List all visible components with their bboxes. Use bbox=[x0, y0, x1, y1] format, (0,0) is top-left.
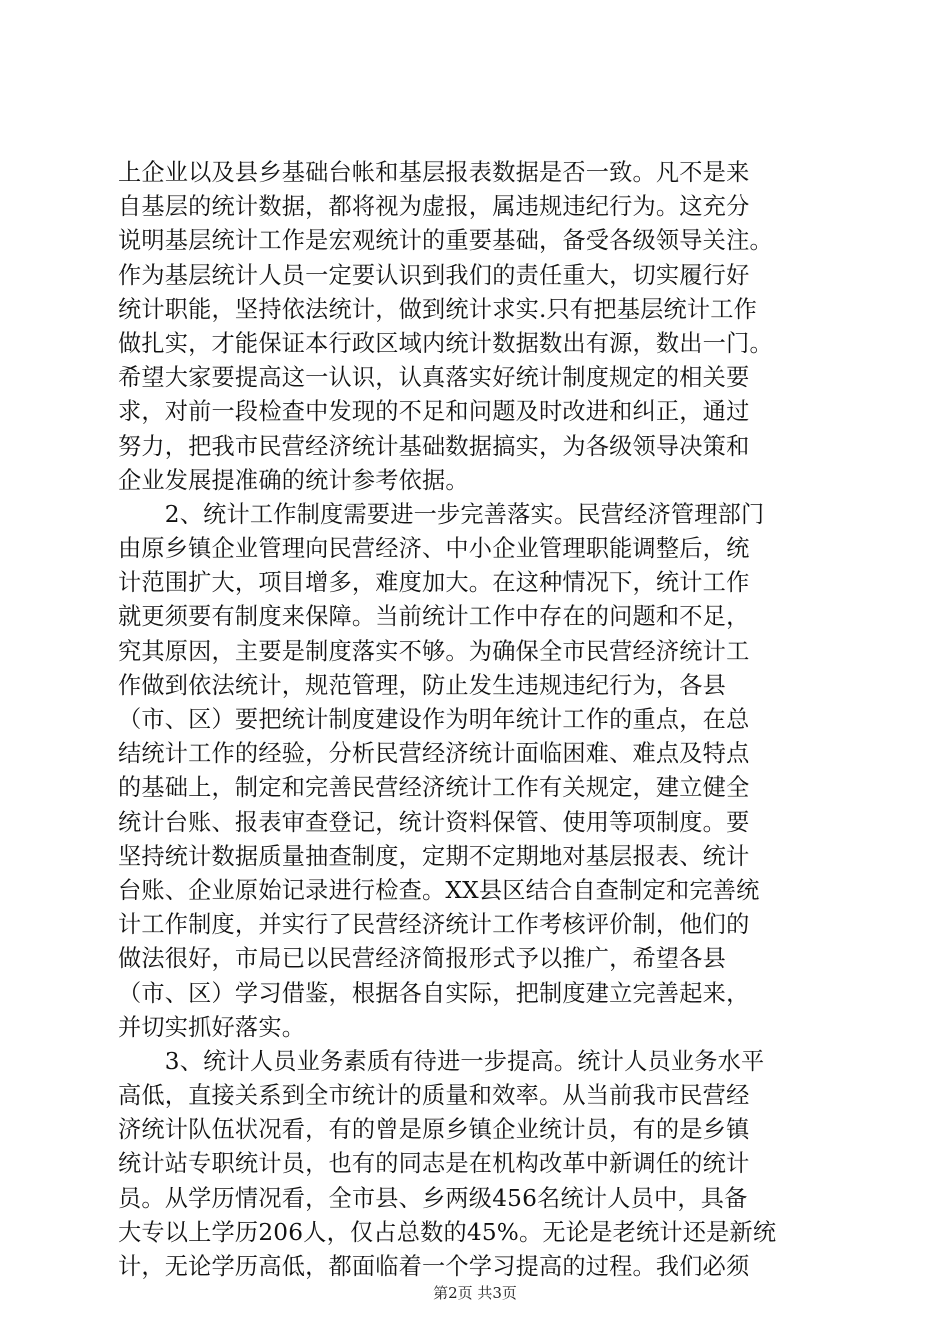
text-line: 努力，把我市民营经济统计基础数据搞实，为各级领导决策和 bbox=[118, 432, 750, 460]
text-line: 统计台账、报表审查登记，统计资料保管、使用等项制度。要 bbox=[118, 808, 750, 836]
text-line: 做扎实，才能保证本行政区域内统计数据数出有源，数出一门。 bbox=[118, 329, 773, 357]
text-line: 计范围扩大，项目增多，难度加大。在这种情况下，统计工作 bbox=[118, 569, 750, 597]
text-line: 自基层的统计数据，都将视为虚报，属违规违纪行为。这充分 bbox=[118, 193, 750, 221]
text-line: 统计职能，坚持依法统计，做到统计求实.只有把基层统计工作 bbox=[118, 295, 758, 323]
text-line: 说明基层统计工作是宏观统计的重要基础，备受各级领导关注。 bbox=[118, 227, 773, 255]
document-body bbox=[118, 156, 834, 1284]
text-line: 大专以上学历206人，仅占总数的45%。无论是老统计还是新统 bbox=[118, 1218, 777, 1246]
text-line: 结统计工作的经验，分析民营经济统计面临困难、难点及特点 bbox=[118, 740, 750, 768]
text-line: 究其原因，主要是制度落实不够。为确保全市民营经济统计工 bbox=[118, 637, 750, 665]
text-line: 由原乡镇企业管理向民营经济、中小企业管理职能调整后，统 bbox=[118, 535, 750, 563]
text-line: 济统计队伍状况看，有的曾是原乡镇企业统计员，有的是乡镇 bbox=[118, 1116, 750, 1144]
text-line: 就更须要有制度来保障。当前统计工作中存在的问题和不足， bbox=[118, 603, 750, 631]
text-line: 作做到依法统计，规范管理，防止发生违规违纪行为，各县 bbox=[118, 671, 727, 699]
page-footer bbox=[0, 1283, 950, 1303]
text-line: 希望大家要提高这一认识，认真落实好统计制度规定的相关要 bbox=[118, 364, 750, 392]
text-line: 并切实抓好落实。 bbox=[118, 1013, 306, 1041]
paragraph-start-line: 2、统计工作制度需要进一步完善落实。民营经济管理部门 bbox=[118, 500, 765, 528]
text-line: 员。从学历情况看，全市县、乡两级456名统计人员中，具备 bbox=[118, 1184, 748, 1212]
text-line: 计工作制度，并实行了民营经济统计工作考核评价制，他们的 bbox=[118, 911, 750, 939]
text-line: 计，无论学历高低，都面临着一个学习提高的过程。我们必须 bbox=[118, 1253, 750, 1280]
text-line: 作为基层统计人员一定要认识到我们的责任重大，切实履行好 bbox=[118, 261, 750, 289]
page-number-label: 第2页 共3页 bbox=[433, 1284, 517, 1302]
text-line: （市、区）要把统计制度建设作为明年统计工作的重点，在总 bbox=[118, 706, 750, 733]
text-line: 求，对前一段检查中发现的不足和问题及时改进和纠正，通过 bbox=[118, 398, 750, 426]
text-line: （市、区）学习借鉴，根据各自实际，把制度建立完善起来， bbox=[118, 979, 750, 1007]
text-line: 台账、企业原始记录进行检查。XX县区结合自查制定和完善统 bbox=[118, 876, 760, 904]
text-line: 统计站专职统计员，也有的同志是在机构改革中新调任的统计 bbox=[118, 1150, 750, 1178]
text-line: 做法很好，市局已以民营经济简报形式予以推广，希望各县 bbox=[118, 945, 727, 973]
text-line: 的基础上，制定和完善民营经济统计工作有关规定，建立健全 bbox=[118, 774, 750, 802]
text-line: 上企业以及县乡基础台帐和基层报表数据是否一致。凡不是来 bbox=[118, 159, 750, 186]
text-line: 坚持统计数据质量抽查制度，定期不定期地对基层报表、统计 bbox=[118, 842, 750, 870]
text-line: 企业发展提准确的统计参考依据。 bbox=[118, 466, 469, 494]
text-line: 高低，直接关系到全市统计的质量和效率。从当前我市民营经 bbox=[118, 1082, 750, 1110]
paragraph-start-line: 3、统计人员业务素质有待进一步提高。统计人员业务水平 bbox=[118, 1047, 765, 1075]
